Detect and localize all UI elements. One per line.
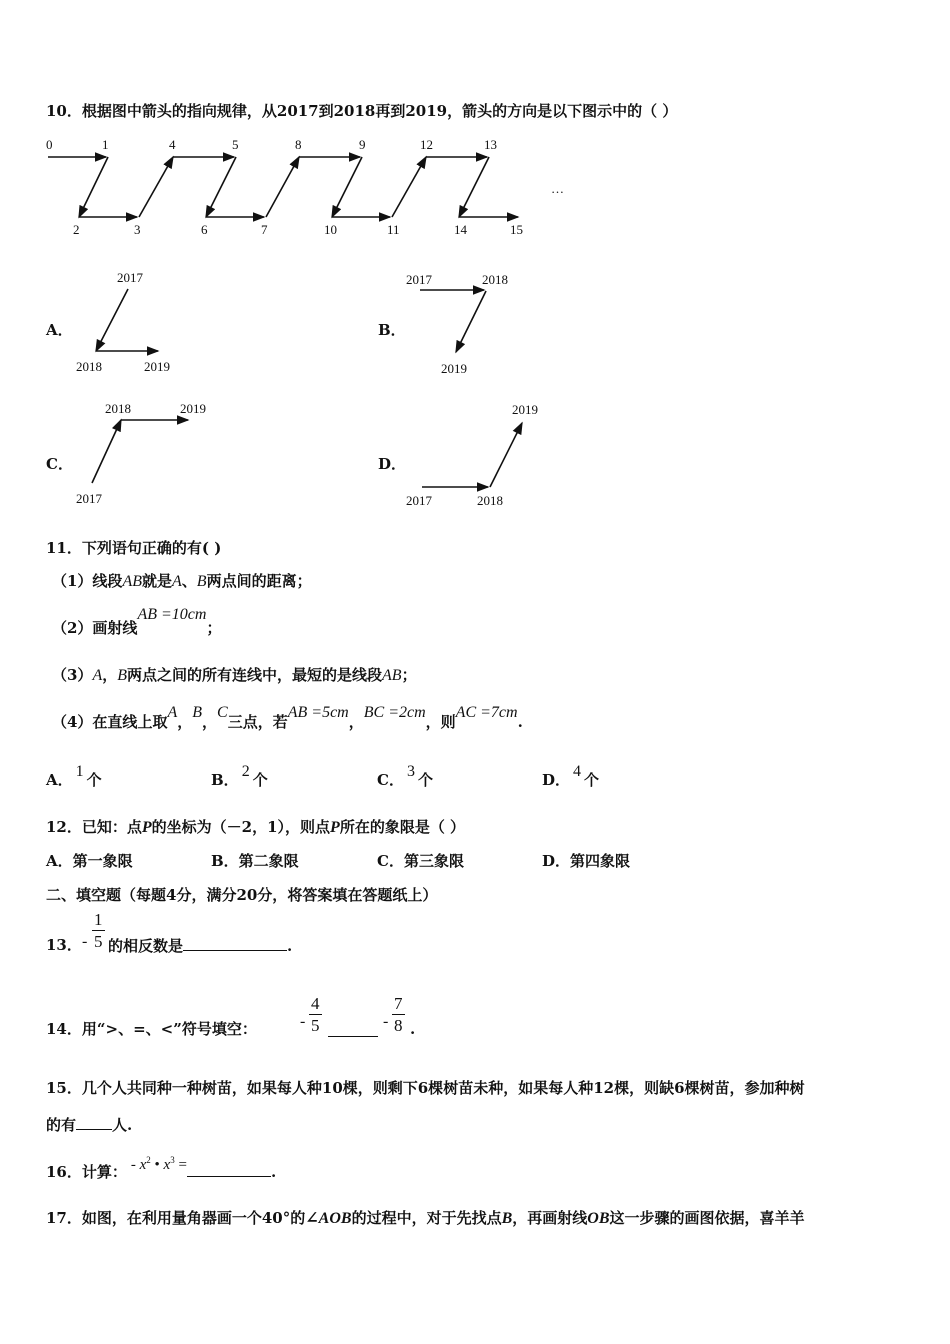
q14-denominator-1: 5 xyxy=(311,1016,320,1035)
q17-text: 17．如图，在利用量角器画一个40°的∠AOB的过程中，对于先找点B，再画射线OB这一步骤的画图依据，喜羊羊 xyxy=(46,1209,805,1227)
q11-option-d: D． 4 个 xyxy=(542,763,600,789)
q14-fraction-2 xyxy=(392,994,405,1037)
opt-label: 2018 xyxy=(482,272,508,287)
q12-option-c: C．第三象限 xyxy=(377,852,464,870)
opt-label: 2019 xyxy=(512,402,538,417)
q11-statement-4: （4）在直线上取A，B，C三点，若AB =5cm，BC =2cm，则AC =7cm. xyxy=(52,704,523,731)
q10-option-a-figure xyxy=(70,262,200,378)
q10-option-d-figure xyxy=(400,397,560,513)
q11-option-c: C． 3 个 xyxy=(377,763,433,789)
q11-statement-2: （2）画射线AB =10cm； xyxy=(52,606,222,637)
q10-option-c-letter: C． xyxy=(46,455,73,473)
q16-answer-blank[interactable] xyxy=(187,1164,271,1177)
q10-arrow-figure xyxy=(40,135,580,245)
opt-label: 2018 xyxy=(76,359,102,374)
q14-sign-1: - xyxy=(300,1013,306,1030)
q14-numerator-1: 4 xyxy=(311,994,320,1013)
q13-sign: - xyxy=(82,933,88,950)
opt-label: 2019 xyxy=(144,359,170,374)
q13-numerator: 1 xyxy=(94,910,103,929)
q16-text: 16．计算： - $x^2$ • $x^3$ = . xyxy=(46,1155,277,1181)
q11-option-a: A． 1 个 xyxy=(46,763,102,789)
fig-label: 15 xyxy=(510,222,523,237)
q10-option-b-figure xyxy=(400,264,540,380)
fig-label: 10 xyxy=(324,222,337,237)
q14-end: . xyxy=(410,1020,416,1038)
opt-label: 2017 xyxy=(117,270,143,285)
fig-label: 9 xyxy=(359,137,366,152)
fig-label: 0 xyxy=(46,137,53,152)
q14-denominator-2: 8 xyxy=(394,1016,403,1035)
q14-fraction-1 xyxy=(309,994,322,1037)
q11-statement-1: （1）线段AB就是A、B两点间的距离； xyxy=(52,572,312,590)
q15-line-2: 的有 人. xyxy=(46,1116,133,1134)
fig-label: 1 xyxy=(102,137,109,152)
fig-label: 4 xyxy=(169,137,176,152)
opt-label: 2018 xyxy=(477,493,503,508)
q11-stem: 11．下列语句正确的有( ) xyxy=(46,539,222,557)
q10-option-b-letter: B． xyxy=(378,321,406,339)
q10-option-d-letter: D． xyxy=(378,455,407,473)
q14-sign-2: - xyxy=(383,1013,389,1030)
q13-answer-blank[interactable] xyxy=(183,938,287,951)
section-2-heading: 二、填空题（每题4分，满分20分，将答案填在答题纸上） xyxy=(46,886,438,904)
opt-label: 2018 xyxy=(105,401,131,416)
fig-label: 11 xyxy=(387,222,400,237)
q13-denominator: 5 xyxy=(94,932,103,951)
opt-label: 2017 xyxy=(406,272,432,287)
fig-ellipsis: … xyxy=(551,181,564,196)
opt-label: 2019 xyxy=(441,361,467,376)
fig-label: 14 xyxy=(454,222,467,237)
q12-option-d: D．第四象限 xyxy=(542,852,631,870)
opt-label: 2019 xyxy=(180,401,206,416)
opt-label: 2017 xyxy=(406,493,432,508)
q15-line-1: 15．几个人共同种一种树苗，如果每人种10棵，则剩下6棵树苗未种，如果每人种12棵，则缺6棵树苗，参加种树 xyxy=(46,1079,805,1097)
q12-option-b: B．第二象限 xyxy=(211,852,299,870)
q14-answer-blank[interactable] xyxy=(328,1024,378,1037)
fig-label: 5 xyxy=(232,137,239,152)
q11-statement-3: （3）A，B两点之间的所有连线中，最短的是线段AB； xyxy=(52,666,417,684)
q11-option-b: B． 2 个 xyxy=(211,763,268,789)
q15-answer-blank[interactable] xyxy=(76,1117,112,1130)
fig-label: 7 xyxy=(261,222,268,237)
fig-label: 2 xyxy=(73,222,80,237)
q13-text: 的相反数是 . xyxy=(108,937,293,955)
fig-label: 13 xyxy=(484,137,497,152)
fig-label: 8 xyxy=(295,137,302,152)
q12-stem: 12．已知：点P的坐标为（－2，1），则点P所在的象限是（ ） xyxy=(46,818,466,836)
q12-option-a: A．第一象限 xyxy=(46,852,133,870)
q10-option-a-letter: A． xyxy=(46,321,73,339)
q13-fraction xyxy=(92,910,105,953)
q14-text: 14．用“>、=、<”符号填空： xyxy=(46,1020,257,1038)
fig-label: 6 xyxy=(201,222,208,237)
q10-stem: 10．根据图中箭头的指向规律，从2017到2018再到2019，箭头的方向是以下图示中的（ ） xyxy=(46,102,678,120)
q14-numerator-2: 7 xyxy=(394,994,403,1013)
q13-number: 13． xyxy=(46,936,82,954)
q10-option-c-figure xyxy=(70,395,230,511)
fig-label: 12 xyxy=(420,137,433,152)
opt-label: 2017 xyxy=(76,491,102,506)
fig-label: 3 xyxy=(134,222,141,237)
